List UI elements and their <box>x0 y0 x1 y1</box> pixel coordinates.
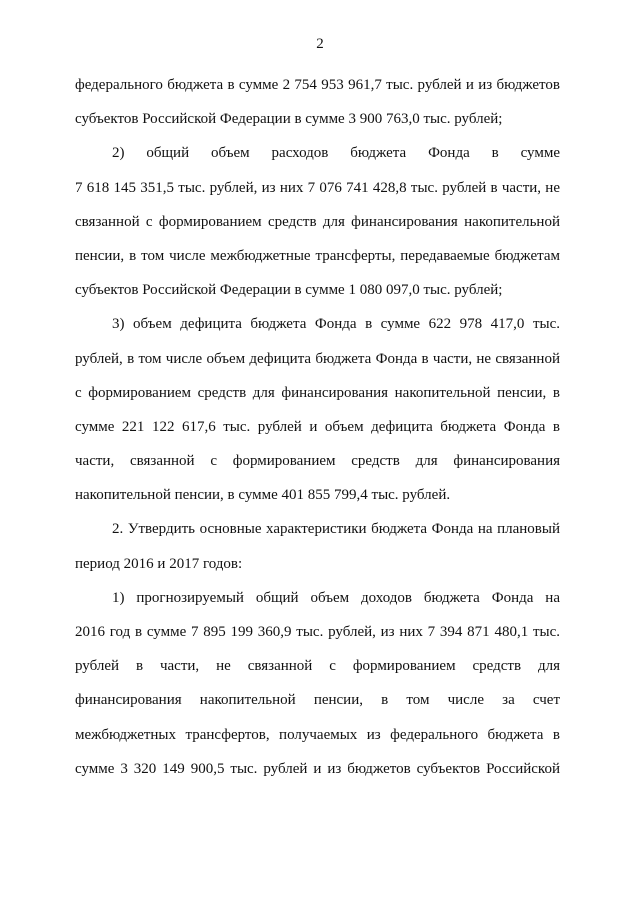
text-line: 3) объем дефицита бюджета Фонда в сумме 622 978 417,0 тыс. <box>112 316 560 333</box>
text-line: сумме 3 320 149 900,5 тыс. рублей и из бюджетов субъектов Российской <box>75 760 560 777</box>
text-line: федерального бюджета в сумме 2 754 953 961,7 тыс. рублей и из бюджетов <box>75 77 560 93</box>
page-number: 2 <box>316 36 324 52</box>
text-line: 2016 год в сумме 7 895 199 360,9 тыс. рублей, из них 7 394 871 480,1 тыс. <box>75 624 560 640</box>
text-line: 7 618 145 351,5 тыс. рублей, из них 7 076 741 428,8 тыс. рублей в части, не <box>75 179 560 196</box>
text-line: межбюджетных трансфертов, получаемых из федерального бюджета в <box>75 726 560 743</box>
text-line: части, связанной с формированием средств для финансирования <box>75 453 560 470</box>
text-line: связанной с формированием средств для финансирования накопительной <box>75 213 560 230</box>
document-body <box>75 70 560 788</box>
text-line: рублей в части, не связанной с формированием средств для <box>75 658 560 675</box>
text-line: финансирования накопительной пенсии, в том числе за счет <box>75 692 560 709</box>
text-line: с формированием средств для финансирования накопительной пенсии, в <box>75 384 560 401</box>
text-line: 2) общий объем расходов бюджета Фонда в сумме <box>112 145 560 162</box>
text-line: период 2016 и 2017 годов: <box>75 555 243 572</box>
text-line: 2. Утвердить основные характеристики бюджета Фонда на плановый <box>112 521 560 538</box>
text-line: субъектов Российской Федерации в сумме 1 080 097,0 тыс. рублей; <box>75 282 503 299</box>
text-line: 1) прогнозируемый общий объем доходов бюджета Фонда на <box>112 589 560 606</box>
text-line: пенсии, в том числе межбюджетные трансферты, передаваемые бюджетам <box>75 247 560 264</box>
text-line: накопительной пенсии, в сумме 401 855 799,4 тыс. рублей. <box>75 487 451 504</box>
text-line: рублей, в том числе объем дефицита бюджета Фонда в части, не связанной <box>75 350 560 367</box>
text-line: субъектов Российской Федерации в сумме 3 900 763,0 тыс. рублей; <box>75 111 503 128</box>
text-line: сумме 221 122 617,6 тыс. рублей и объем дефицита бюджета Фонда в <box>75 418 560 435</box>
